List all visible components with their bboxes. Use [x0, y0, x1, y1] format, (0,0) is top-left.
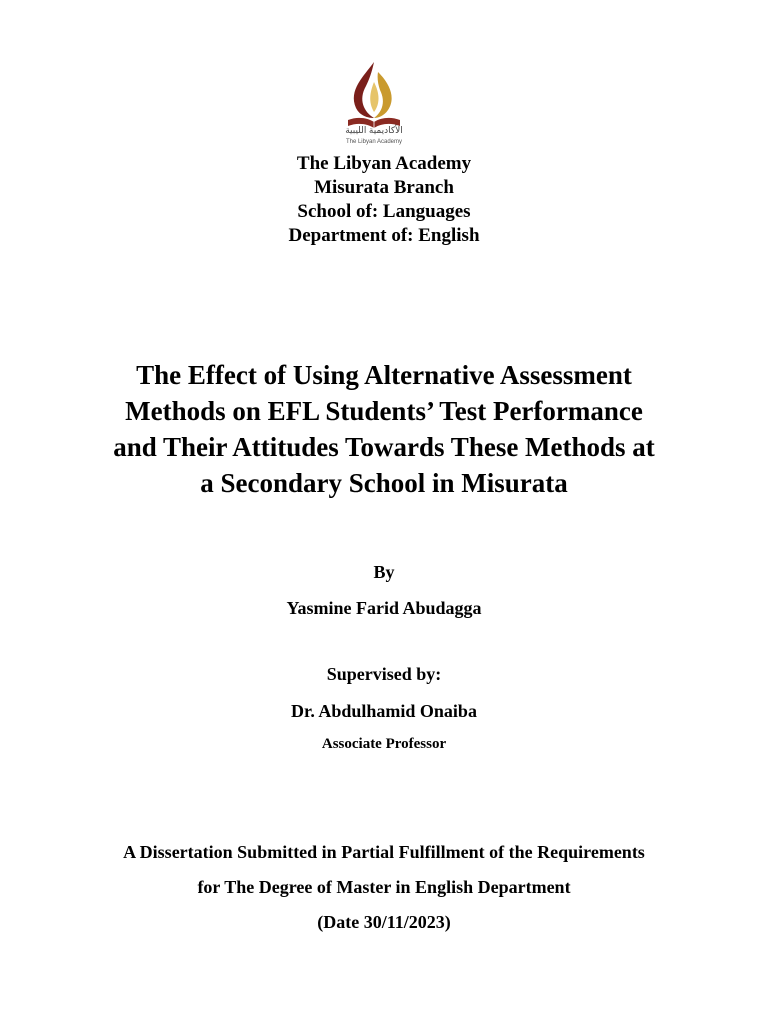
supervisor-name: Dr. Abdulhamid Onaiba	[291, 701, 477, 721]
supervisor-role: Associate Professor	[321, 736, 447, 752]
submission-line-2: for The Degree of Master in English Department	[197, 877, 571, 897]
supervised-by-label: Supervised by:	[326, 664, 442, 684]
submission-date: (Date 30/11/2023)	[317, 912, 451, 932]
submission-statement	[0, 835, 768, 940]
title-line-4: a Secondary School in Misurata	[200, 468, 568, 498]
libyan-academy-logo	[334, 58, 414, 150]
author-name: Yasmine Farid Abudagga	[286, 598, 482, 618]
institution-department: Department of: English	[288, 225, 480, 246]
institution-block	[0, 152, 768, 248]
institution-branch: Misurata Branch	[314, 177, 454, 198]
institution-school: School of: Languages	[297, 201, 471, 222]
title-line-2: Methods on EFL Students’ Test Performance	[125, 396, 643, 426]
submission-line-1: A Dissertation Submitted in Partial Fulfillment of the Requirements	[123, 842, 645, 862]
by-label: By	[373, 562, 395, 582]
logo-english-text: The Libyan Academy	[345, 139, 403, 145]
logo-arabic-text: الأكاديمية الليبية	[345, 125, 403, 135]
title-line-3: and Their Attitudes Towards These Methods at	[113, 432, 655, 462]
dissertation-title	[0, 357, 768, 501]
title-line-1: The Effect of Using Alternative Assessment	[136, 360, 632, 390]
institution-name: The Libyan Academy	[296, 153, 472, 174]
